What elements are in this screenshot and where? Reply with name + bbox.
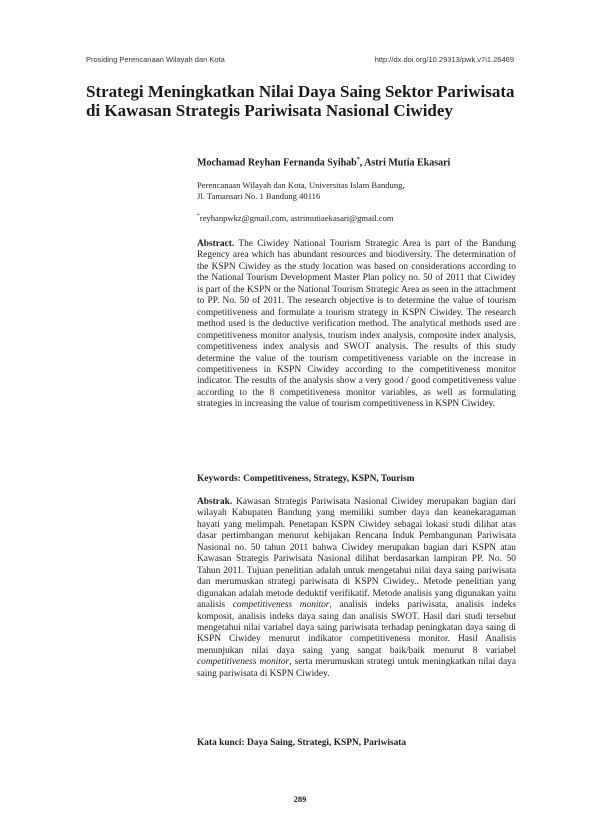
page-number: 289 <box>293 794 307 804</box>
affiliation-line: Perencanaan Wilayah dan Kota, Universitas Islam Bandung, <box>197 180 405 190</box>
abstrak-text: , serta merumuskan strategi untuk meningkatkan nilai daya saing pariwisata di KSPN Ciwidey. <box>197 657 517 679</box>
abstract-english <box>197 239 516 411</box>
abstrak-text: Kawasan Strategis Pariwisata Nasional Ciwidey merupakan bagian dari wilayah Kabupaten Bandung yang memiliki sumber daya dan keanekaragaman hayati yang melimpah. Penetapan KSPN Ciwidey sebagai lokasi studi dilihat atas dasar pertimbangan menurut kebijakan Rencana Induk Pembangunan Pariwisata Nasional no. 50 tahun 2011 bahwa Ciwidey merupakan bagian dari KSPN atau Kawasan Strategis Pariwisata Nasional dilihat berdasarkan lampiran PP. No. 50 Tahun 2011. Tujuan penelitian adalah untuk mengetahui nilai daya saing pariwisata dan merumuskan strategi pariwisata di KSPN Ciwidey.. Metode penelitian yang digunakan adalah metode deduktif verifikatif. Metode analisis yang digunakan yaitu analisis <box>197 497 517 611</box>
paper-title: Strategi Meningkatkan Nilai Daya Saing Sektor Pariwisata di Kawasan Strategis Pariwisata Nasional Ciwidey <box>86 82 515 120</box>
affiliation <box>197 180 514 202</box>
abstrak-text: , analisis indeks pariwisata, analisis indeks komposit, analisis indeks daya saing dan analisis SWOT. Hasil dari studi tersebut mengetahui nilai variabel daya saing pariwisata terhadap peningkatan daya saing di KSPN Ciwidey menurut indikator competitiveness monitor. Hasil Analisis menunjukan nilai daya saing yang sangat baik/baik menurut 8 variabel <box>197 600 517 656</box>
abstract-label: Abstract. <box>197 239 235 249</box>
abstrak-italic-term: competitiveness monitor <box>232 600 330 611</box>
journal-name: Prosiding Perencanaan Wilayah dan Kota <box>86 55 225 64</box>
keywords: Keywords: Competitiveness, Strategy, KSPN, Tourism <box>197 474 415 484</box>
email-mark: * <box>197 213 200 220</box>
corresponding-mark: * <box>356 157 360 163</box>
abstrak-italic-term: competitiveness monitor <box>197 657 290 668</box>
abstract-indonesian <box>197 497 516 680</box>
author-name: Mochamad Reyhan Fernanda Syihab <box>197 157 357 169</box>
author-name: , Astri Mutia Ekasari <box>359 157 451 169</box>
author-email <box>197 213 514 223</box>
abstrak-label: Abstrak. <box>197 497 233 507</box>
email-text[interactable]: reyhanpwkz@gmail.com, astrimutiaekasari@gmail.com <box>199 213 394 223</box>
running-header <box>86 55 514 64</box>
author-list <box>197 157 514 168</box>
abstract-text: The Ciwidey National Tourism Strategic Area is part of the Bandung Regency area which has abundant resources and biodiversity. The determination of the KSPN Ciwidey as the study location was based on considerations according to the National Tourism Development Master Plan policy no. 50 of 2011 that Ciwidey is part of the KSPN or the National Tourism Strategic Area as seen in the attachment to PP. No. 50 of 2011. The research objective is to determine the value of tourism competitiveness and formulate a tourism strategy in KSPN Ciwidey. The research method used is the deductive verification method. The analytical methods used are competitiveness monitor analysis, tourism index analysis, composite index analysis, competitiveness index analysis and SWOT analysis. The results of this study determine the value of the tourism competitiveness variable on the increase in competitiveness in KSPN Ciwidey according to the competitiveness monitor indicator. The results of the analysis show a very good / good competitiveness value according to the 8 competitiveness monitor variables, as well as formulating strategies in increasing the value of tourism competitiveness in KSPN Ciwidey. <box>197 239 516 410</box>
affiliation-line: Jl. Tamansari No. 1 Bandung 40116 <box>197 191 321 201</box>
kata-kunci: Kata kunci: Daya Saing, Strategi, KSPN, Pariwisata <box>197 738 407 748</box>
doi-link[interactable]: http://dx.doi.org/10.29313/pwk.v7i1.26469 <box>374 55 514 64</box>
